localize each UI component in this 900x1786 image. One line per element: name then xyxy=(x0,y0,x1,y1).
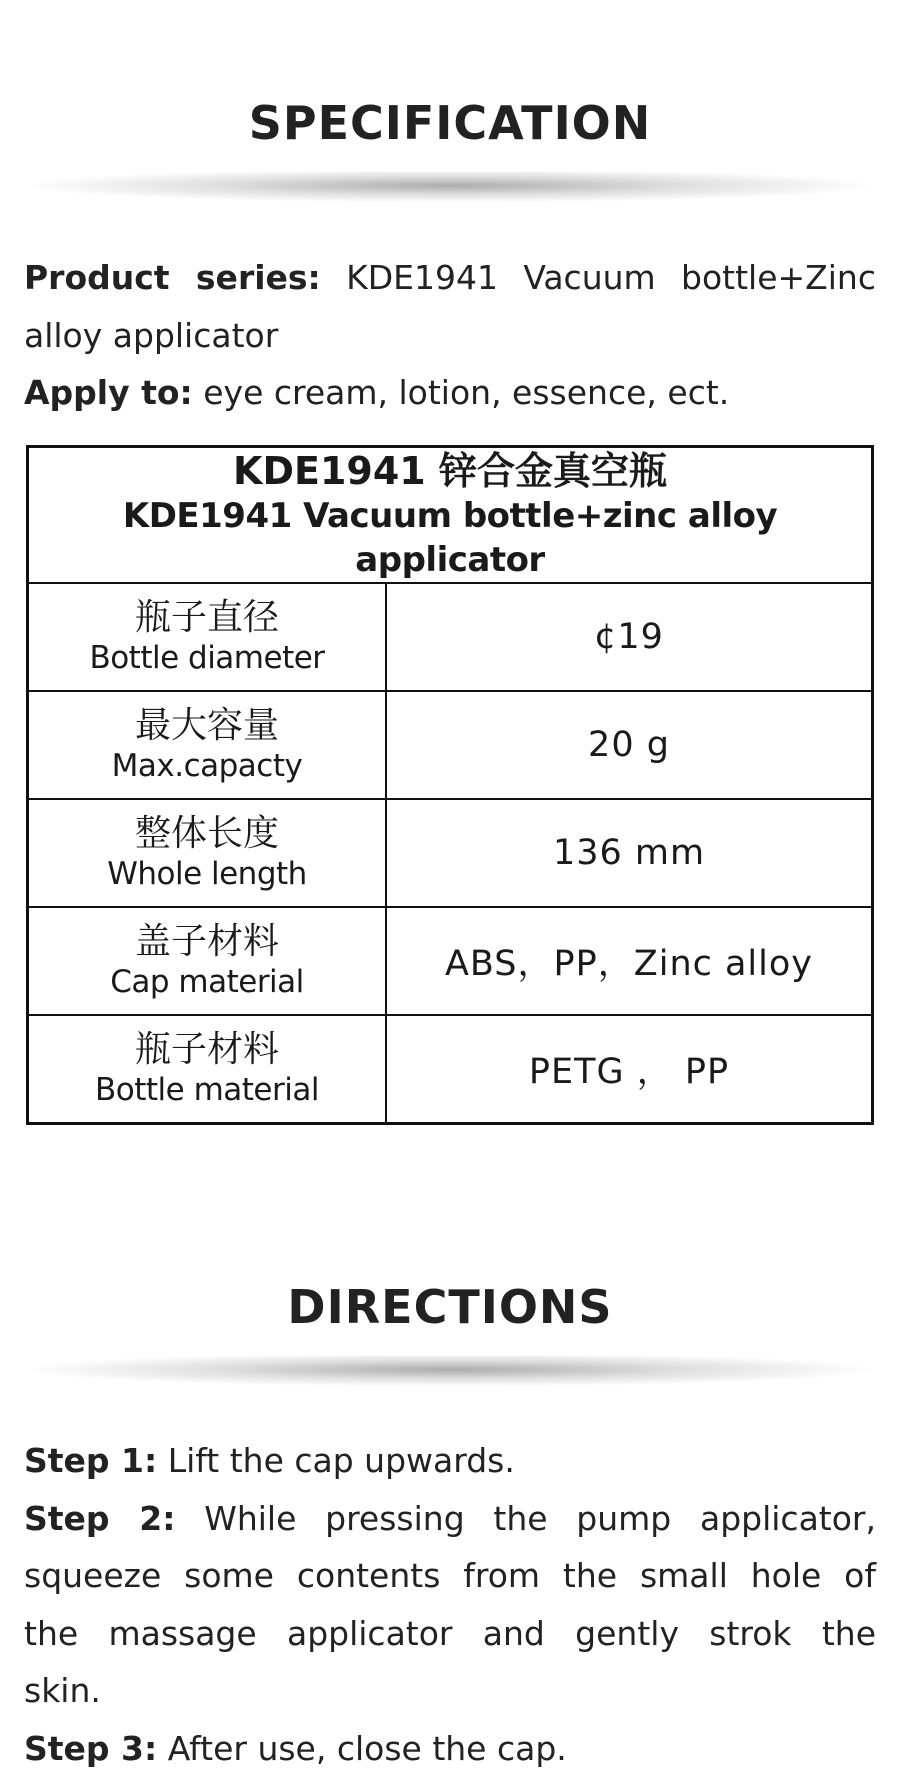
row-value: PETG ， PP xyxy=(386,1015,873,1124)
directions-steps xyxy=(24,1432,876,1777)
row-label-en: Bottle diameter xyxy=(89,640,325,676)
row-value: 20 g xyxy=(386,691,873,799)
table-row xyxy=(28,907,873,1015)
spec-table-title-en: KDE1941 Vacuum bottle+zinc alloy applicator xyxy=(122,496,778,580)
row-label-en: Max.capacty xyxy=(111,748,303,784)
spec-table xyxy=(26,445,874,1125)
step-2-line-3: the massage applicator and gently strok the xyxy=(24,1613,876,1653)
apply-to-value: eye cream, lotion, essence, ect. xyxy=(203,373,730,412)
apply-to-label: Apply to: xyxy=(24,373,193,412)
row-label xyxy=(28,907,387,1015)
step-2-line-1 xyxy=(24,1490,876,1548)
row-label-cn: 盖子材料 xyxy=(134,921,279,962)
row-label xyxy=(28,691,387,799)
row-label-en: Cap material xyxy=(110,964,304,1000)
row-value: ¢19 xyxy=(386,583,873,691)
step-1 xyxy=(24,1432,876,1490)
row-label-cn: 瓶子直径 xyxy=(134,597,279,638)
row-label-en: Bottle material xyxy=(95,1072,319,1108)
table-row xyxy=(28,691,873,799)
step-1-text: Lift the cap upwards. xyxy=(167,1441,515,1480)
row-label-en: Whole length xyxy=(107,856,307,892)
step-3 xyxy=(24,1720,876,1778)
spec-table-header xyxy=(28,447,873,584)
product-series-value-2: alloy applicator xyxy=(24,315,279,355)
table-row xyxy=(28,1015,873,1124)
row-label-cn: 整体长度 xyxy=(134,813,279,854)
row-value: 136 mm xyxy=(386,799,873,907)
row-label xyxy=(28,1015,387,1124)
product-series-value-1: KDE1941 Vacuum bottle+Zinc xyxy=(346,258,876,297)
step-1-label: Step 1: xyxy=(24,1441,158,1480)
row-label xyxy=(28,583,387,691)
row-label xyxy=(28,799,387,907)
product-info xyxy=(24,249,876,422)
spec-table-title-cn: KDE1941 锌合金真空瓶 xyxy=(233,449,667,493)
step-2-line-4: skin. xyxy=(24,1671,101,1710)
step-2-label: Step 2: xyxy=(24,1498,176,1538)
row-value: ABS，PP，Zinc alloy xyxy=(386,907,873,1015)
step-2-text-1: While pressing the pump applicator, xyxy=(204,1498,876,1538)
table-row xyxy=(28,799,873,907)
row-label-cn: 最大容量 xyxy=(134,705,279,746)
specification-title-underline xyxy=(20,172,880,206)
directions-title: DIRECTIONS xyxy=(287,1280,613,1334)
directions-title-underline xyxy=(20,1356,880,1390)
specification-title: SPECIFICATION xyxy=(248,96,652,150)
product-series-label: Product series: xyxy=(24,258,321,297)
step-3-text: After use, close the cap. xyxy=(167,1728,567,1768)
table-row xyxy=(28,583,873,691)
row-label-cn: 瓶子材料 xyxy=(134,1029,279,1070)
apply-to-line xyxy=(24,364,876,422)
step-3-label: Step 3: xyxy=(24,1728,158,1768)
step-2-line-2: squeeze some contents from the small hole of xyxy=(24,1556,876,1595)
product-series-line xyxy=(24,249,876,307)
